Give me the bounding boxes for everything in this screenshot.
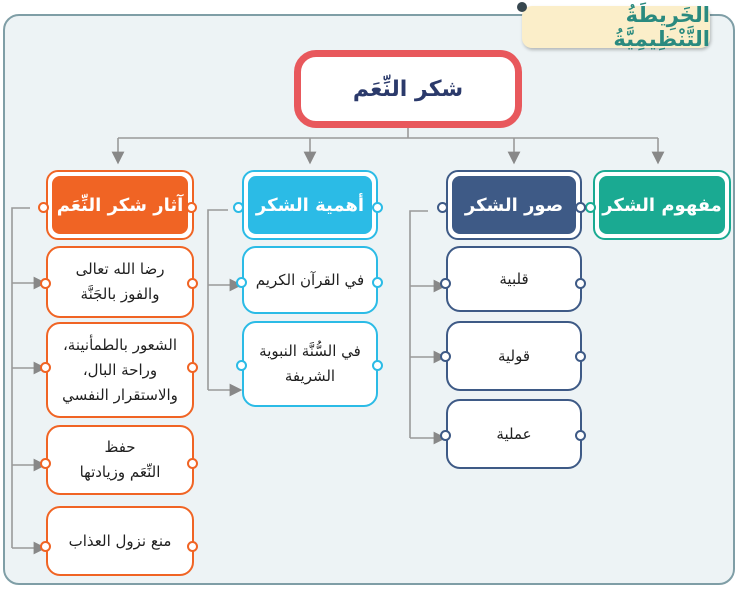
list-item xyxy=(46,246,194,318)
connector-dot-icon xyxy=(585,202,596,213)
connector-dot-icon xyxy=(440,430,451,441)
connector-dot-icon xyxy=(40,362,51,373)
connector-dot-icon xyxy=(575,278,586,289)
map-title-badge xyxy=(522,3,710,51)
branch-header-effects xyxy=(46,170,194,240)
branch-label: آثار شكر النِّعَم xyxy=(52,176,188,234)
item-label: منع نزول العذاب xyxy=(68,531,172,550)
connector-dot-icon xyxy=(372,277,383,288)
item-label: قولية xyxy=(497,346,531,365)
list-item xyxy=(242,321,378,407)
connector-dot-icon xyxy=(40,541,51,552)
branch-label: مفهوم الشكر xyxy=(599,176,725,234)
item-label: في السُّنَّة النبوية الشريفة xyxy=(259,342,361,385)
connector-dot-icon xyxy=(187,362,198,373)
item-label: رضا الله تعالى والفوز بالجَنَّة xyxy=(75,260,165,303)
item-label: حفظ النِّعَم وزيادتها xyxy=(79,438,161,481)
connector-dot-icon xyxy=(440,351,451,362)
connector-dot-icon xyxy=(575,430,586,441)
branch-header-concept xyxy=(593,170,731,240)
list-item xyxy=(446,321,582,391)
item-label: قلبية xyxy=(499,269,529,288)
connector-dot-icon xyxy=(437,202,448,213)
connector-dot-icon xyxy=(575,351,586,362)
list-item xyxy=(46,506,194,576)
connector-dot-icon xyxy=(187,278,198,289)
connector-dot-icon xyxy=(187,458,198,469)
list-item xyxy=(46,322,194,418)
list-item xyxy=(242,246,378,314)
connector-dot-icon xyxy=(372,202,383,213)
connector-dot-icon xyxy=(187,541,198,552)
item-label: عملية xyxy=(496,424,532,443)
map-title: الخَرِيطَةُ التَّنْظِيمِيَّةُ xyxy=(613,3,710,51)
list-item xyxy=(446,399,582,469)
branch-label: صور الشكر xyxy=(452,176,576,234)
root-label: شكر النِّعَم xyxy=(352,76,464,102)
item-label: في القرآن الكريم xyxy=(255,270,365,289)
list-item xyxy=(446,246,582,312)
connector-dot-icon xyxy=(372,360,383,371)
connector-dot-icon xyxy=(38,202,49,213)
connector-dot-icon xyxy=(40,458,51,469)
connector-dot-icon xyxy=(40,278,51,289)
branch-label: أهمية الشكر xyxy=(248,176,372,234)
branch-header-forms xyxy=(446,170,582,240)
connector-dot-icon xyxy=(236,277,247,288)
branch-header-importance xyxy=(242,170,378,240)
root-node xyxy=(294,50,522,128)
pin-dot-icon xyxy=(517,2,527,12)
connector-dot-icon xyxy=(186,202,197,213)
connector-dot-icon xyxy=(575,202,586,213)
connector-dot-icon xyxy=(440,278,451,289)
list-item xyxy=(46,425,194,495)
connector-dot-icon xyxy=(233,202,244,213)
connector-dot-icon xyxy=(236,360,247,371)
item-label: الشعور بالطمأنينة، وراحة البال، والاستقرار النفسي xyxy=(62,335,178,404)
